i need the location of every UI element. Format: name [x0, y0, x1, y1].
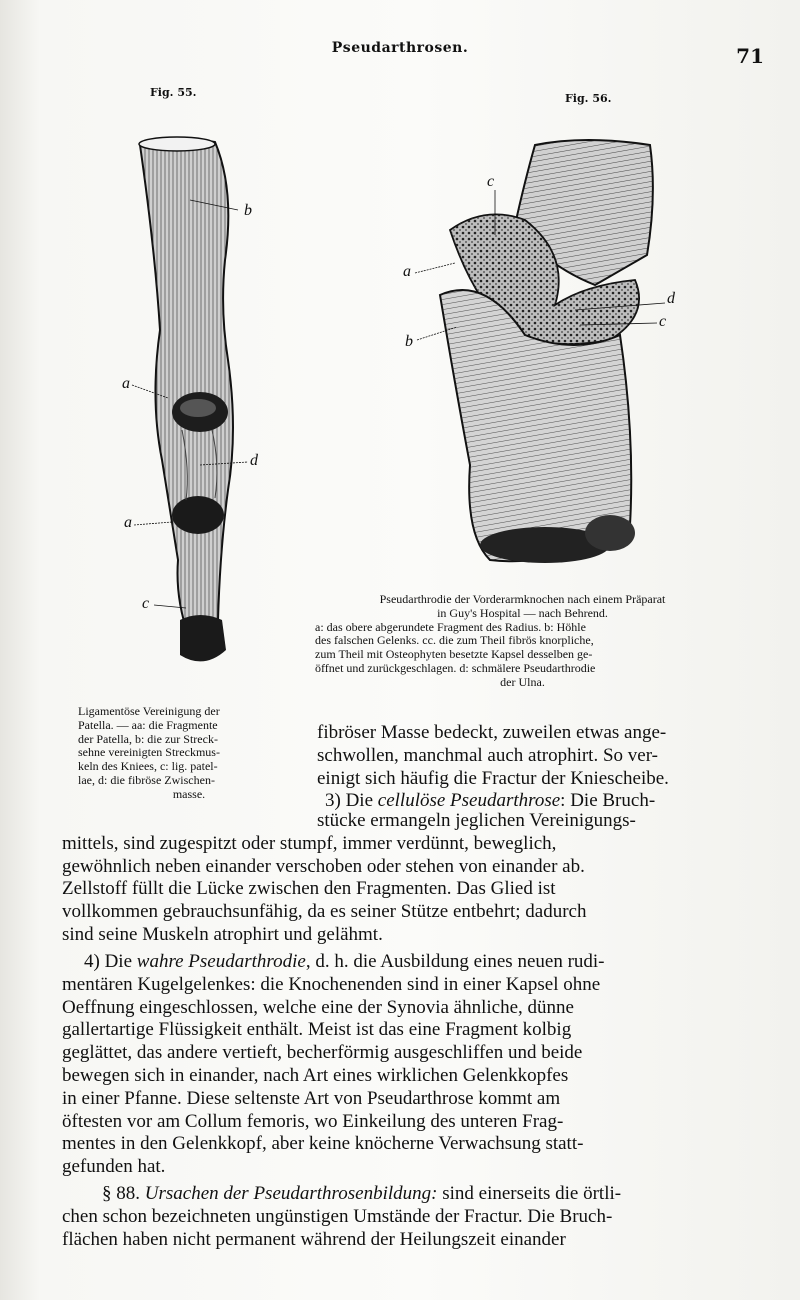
item-3-term: cellulöse Pseudarthrose: [377, 790, 561, 812]
figure-55-letter-d: d: [250, 452, 258, 469]
item-4-rest: , d. h. die Ausbildung eines neuen rudi-: [305, 951, 605, 972]
body-line-item-4: [62, 951, 730, 974]
item-4-number: 4) Die: [84, 951, 133, 972]
figure-56-caption: [315, 593, 730, 690]
figure-56-letter-d: d: [667, 290, 675, 307]
body-line: chen schon bezeichneten ungünstigen Umstände der Fractur. Die Bruch-: [62, 1205, 613, 1227]
figure-56-label: Fig. 56.: [565, 92, 612, 105]
body-line: öftesten vor am Collum femoris, wo Einkeilung des unteren Frag-: [62, 1110, 564, 1132]
body-line: Oeffnung eingeschlossen, welche eine der Synovia ähnliche, dünne: [62, 996, 574, 1018]
caption-line: zum Theil mit Osteophyten besetzte Kapsel desselben ge-: [315, 647, 593, 662]
caption-line: lae, d: die fibröse Zwischen-: [78, 772, 215, 787]
caption-line: keln des Kniees, c: lig. patel-: [78, 759, 218, 774]
body-line: einigt sich häufig die Fractur der Kniescheibe.: [317, 767, 669, 789]
caption-line: sehne vereinigten Streckmus-: [78, 745, 220, 760]
caption-line: Pseudarthrodie der Vorderarmknochen nach einem Präparat: [379, 592, 666, 606]
item-3-number: 3) Die: [325, 790, 374, 812]
caption-line: der Patella, b: die zur Streck-: [78, 731, 218, 746]
body-line: vollkommen gebrauchsunfähig, da es seiner Stütze entbehrt; dadurch: [62, 901, 587, 923]
body-line: stücke ermangeln jeglichen Vereinigungs-: [317, 810, 636, 831]
body-line: gefunden hat.: [62, 1156, 166, 1178]
figure-56-letter-c-upper: c: [487, 173, 495, 190]
body-line: gewöhnlich neben einander verschoben oder stehen von einander ab.: [62, 855, 585, 877]
body-line: Zellstoff füllt die Lücke zwischen den Fragmenten. Das Glied ist: [62, 878, 556, 900]
body-line: bewegen sich in einander, nach Art eines wirklichen Gelenkkopfes: [62, 1064, 569, 1086]
body-line: geglättet, das andere vertieft, becherförmig ausgeschliffen und beide: [62, 1042, 583, 1064]
caption-line: in Guy's Hospital — nach Behrend.: [437, 605, 608, 620]
item-4-term: wahre Pseudarthrodie: [136, 951, 306, 972]
section-number: § 88.: [102, 1183, 140, 1204]
section-title: Ursachen der Pseudarthrosenbildung:: [144, 1183, 438, 1204]
figure-55-letter-c: c: [142, 595, 150, 612]
body-right-column: [317, 722, 729, 813]
body-line: in einer Pfanne. Diese seltenste Art von Pseudarthrose kommt am: [62, 1087, 561, 1109]
body-line: fibröser Masse bedeckt, zuweilen etwas ange-: [317, 722, 667, 743]
caption-line: des falschen Gelenks. cc. die zum Theil fibrös knorpliche,: [315, 633, 594, 648]
body-paragraph-3: [62, 810, 730, 947]
figure-55-letter-a-lower: a: [124, 514, 132, 531]
figure-55-caption: [78, 705, 300, 802]
figure-56-letter-a: a: [403, 263, 411, 280]
caption-line: öffnet und zurückgeschlagen. d: schmälere Pseudarthrodie: [315, 660, 596, 675]
section-88-heading-line: [62, 1183, 730, 1206]
body-paragraph-4: [62, 951, 730, 1179]
section-rest: sind einerseits die örtli-: [437, 1183, 622, 1204]
caption-line: a: das obere abgerundete Fragment des Radius. b: Höhle: [315, 619, 586, 634]
figure-56-letter-c-lower: c: [659, 313, 667, 330]
body-line: gallertartige Flüssigkeit enthält. Meist ist das eine Fragment kolbig: [62, 1019, 572, 1041]
body-line: sind seine Muskeln atrophirt und gelähmt.: [62, 923, 383, 945]
caption-line: der Ulna.: [500, 674, 545, 689]
page-number: 71: [736, 44, 764, 68]
figure-56-letter-b: b: [405, 333, 413, 350]
caption-line: Patella. — aa: die Fragmente: [78, 717, 218, 732]
body-line: mentes in den Gelenkkopf, aber keine knöcherne Verwachsung statt-: [62, 1133, 584, 1155]
body-line: mentären Kugelgelenkes: die Knochenenden sind in einer Kapsel ohne: [62, 973, 601, 995]
body-line: mittels, sind zugespitzt oder stumpf, immer verdünnt, beweglich,: [62, 832, 557, 854]
caption-line: Ligamentöse Vereinigung der: [78, 704, 220, 718]
figure-56-forearm-pseudarthrosis-illustration: [395, 135, 695, 585]
figure-55-patella-illustration: [120, 130, 270, 675]
figure-55-letter-b: b: [244, 202, 252, 219]
body-line: schwollen, manchmal auch atrophirt. So ver-: [317, 744, 658, 766]
figure-55-label: Fig. 55.: [150, 86, 197, 99]
caption-line: masse.: [172, 786, 206, 801]
section-88-paragraph: [62, 1183, 730, 1251]
figure-55-letter-a-upper: a: [122, 375, 130, 392]
item-3-rest: : Die Bruch-: [560, 790, 656, 812]
running-header: Pseudarthrosen.: [331, 40, 469, 56]
body-line: flächen haben nicht permanent während der Heilungszeit einander: [62, 1228, 566, 1250]
